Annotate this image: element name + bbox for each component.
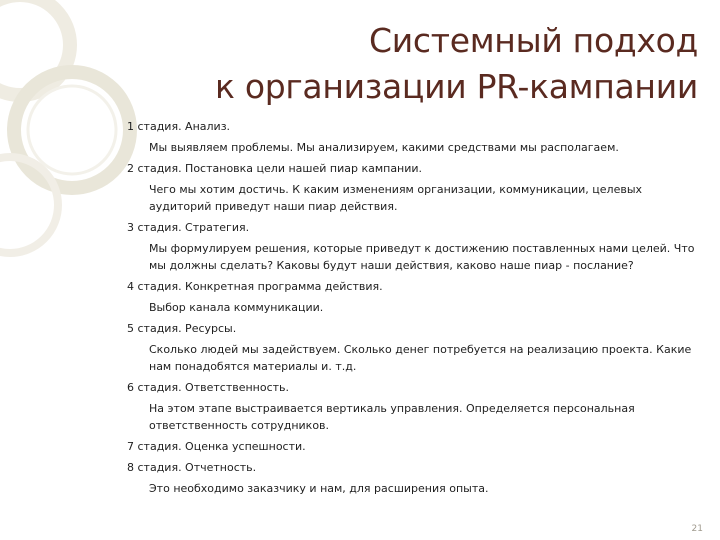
stage-6-desc: На этом этапе выстраивается вертикаль управления. Определяется персональная ответственность сотрудников.	[149, 402, 635, 432]
slide-title	[138, 18, 698, 110]
stage-7-label: 7 стадия. Оценка успешности.	[127, 440, 306, 453]
stage-2-desc: Чего мы хотим достичь. К каким изменениям организации, коммуникации, целевых аудиторий приведут наши пиар действия.	[149, 183, 643, 213]
stages-list	[127, 118, 697, 501]
stage-8-label: 8 стадия. Отчетность.	[127, 461, 257, 474]
stage-4-label: 4 стадия. Конкретная программа действия.	[127, 280, 383, 293]
stage-6-label: 6 стадия. Ответственность.	[127, 381, 290, 394]
stage-1-label: 1 стадия. Анализ.	[127, 120, 231, 133]
stage-3-desc: Мы формулируем решения, которые приведут к достижению поставленных нами целей. Что мы должны сделать? Каковы будут наши действия, каково наше пиар - послание?	[149, 242, 695, 272]
title-line-1: Системный подход	[369, 21, 698, 60]
stage-5-desc: Сколько людей мы задействуем. Сколько денег потребуется на реализацию проекта. Какие нам понадобятся материалы и. т.д.	[149, 343, 692, 373]
stage-5-label: 5 стадия. Ресурсы.	[127, 322, 237, 335]
stage-3-label: 3 стадия. Стратегия.	[127, 221, 250, 234]
title-line-2: к организации PR-кампании	[215, 67, 698, 106]
stage-4-desc: Выбор канала коммуникации.	[149, 301, 324, 314]
stage-1-desc: Мы выявляем проблемы. Мы анализируем, какими средствами мы располагаем.	[149, 141, 619, 154]
stage-8-desc: Это необходимо заказчику и нам, для расширения опыта.	[149, 482, 489, 495]
page-number: 21	[691, 524, 703, 534]
stage-2-label: 2 стадия. Постановка цели нашей пиар кампании.	[127, 162, 423, 175]
